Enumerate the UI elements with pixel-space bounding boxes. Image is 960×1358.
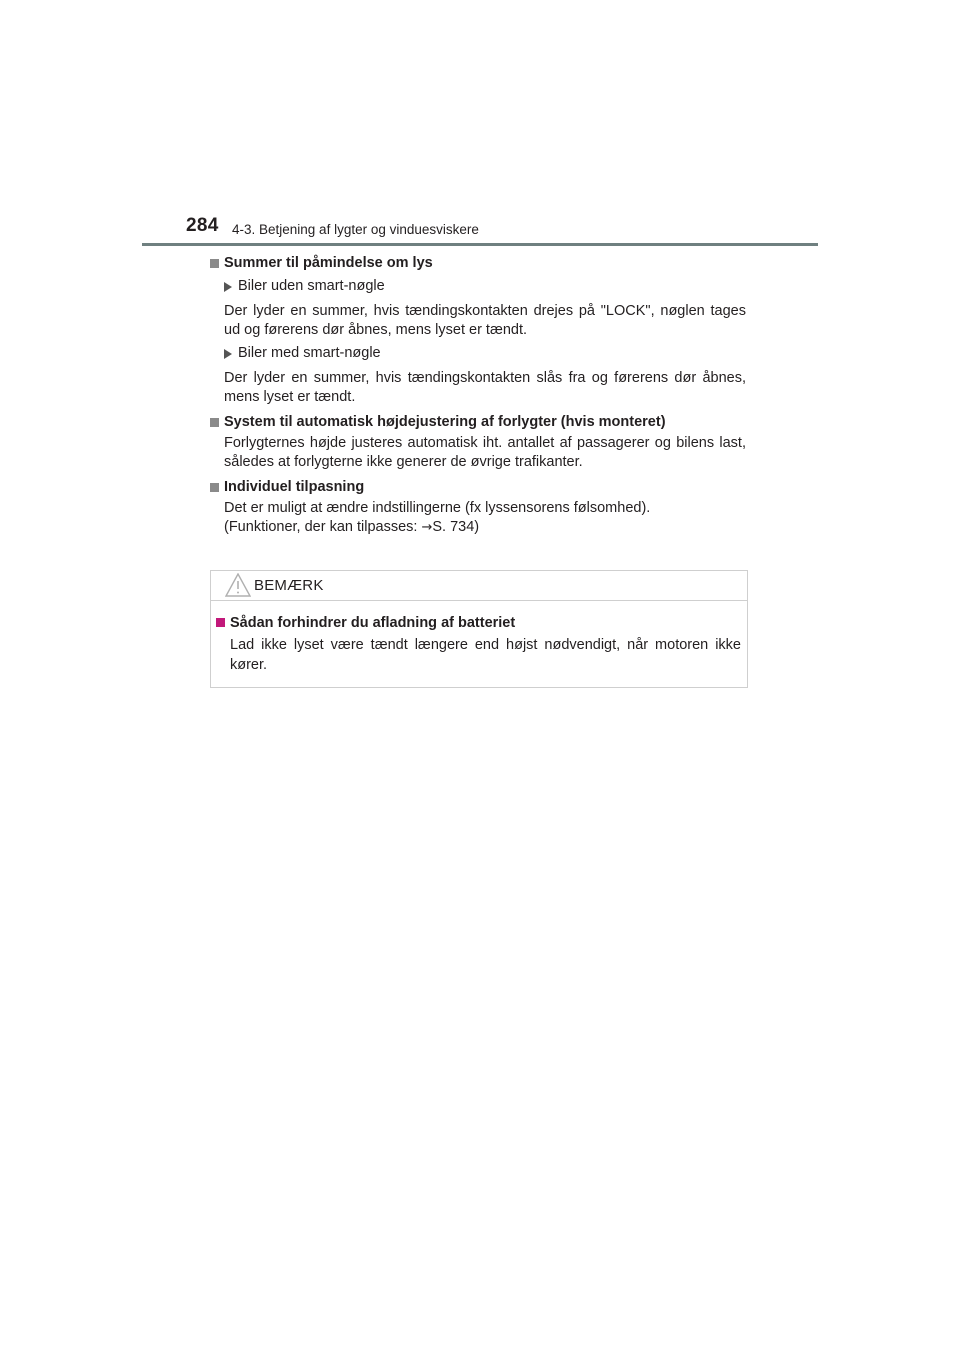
page-reference-link[interactable]: S. 734) xyxy=(432,519,480,535)
bullet-square-icon xyxy=(210,418,219,427)
notice-heading: Sådan forhindrer du afladning af batteriet xyxy=(230,615,516,631)
notice-header xyxy=(211,571,747,601)
paragraph: Der lyder en summer, hvis tændingskontakten drejes på "LOCK", nøglen tages ud og førerens dør åbnes, mens lyset er tændt. xyxy=(224,303,746,338)
paragraph: Der lyder en summer, hvis tændingskontakten slås fra og førerens dør åbnes, mens lyset er tændt. xyxy=(224,370,746,405)
paragraph: Det er muligt at ændre indstillingerne (fx lyssensorens følsomhed). (Funktioner, der kan tilpasses: →S. 734) xyxy=(224,500,651,535)
section-heading: Individuel tilpasning xyxy=(224,479,365,495)
chapter-title: 4-3. Betjening af lygter og vinduesviskere xyxy=(232,222,479,237)
header-rule xyxy=(142,243,818,246)
section-headlight-leveling xyxy=(210,413,746,472)
sub-heading: Biler uden smart-nøgle xyxy=(238,278,385,294)
paragraph: Forlygternes højde justeres automatisk iht. antallet af passagerer og bilens last, således at forlygterne ikke generer de øvrige trafikanter. xyxy=(224,435,746,470)
arrow-right-icon: → xyxy=(421,520,433,535)
section-light-reminder xyxy=(210,254,746,407)
section-heading: System til automatisk højdejustering af forlygter (hvis monteret) xyxy=(224,414,666,430)
triangle-right-icon xyxy=(224,349,232,359)
sub-heading: Biler med smart-nøgle xyxy=(238,345,381,361)
warning-triangle-icon xyxy=(225,573,251,597)
notice-title: BEMÆRK xyxy=(254,577,324,594)
section-heading: Summer til påmindelse om lys xyxy=(224,255,433,271)
bullet-square-icon xyxy=(210,483,219,492)
notice-text: Lad ikke lyset være tændt længere end højst nødvendigt, når motoren ikke kører. xyxy=(230,637,741,673)
bullet-square-icon xyxy=(216,618,225,627)
triangle-right-icon xyxy=(224,282,232,292)
main-content xyxy=(210,254,746,537)
notice-body xyxy=(211,601,747,675)
bullet-square-icon xyxy=(210,259,219,268)
notice-box xyxy=(210,570,748,688)
page-number: 284 xyxy=(186,215,219,236)
section-customization xyxy=(210,478,746,537)
